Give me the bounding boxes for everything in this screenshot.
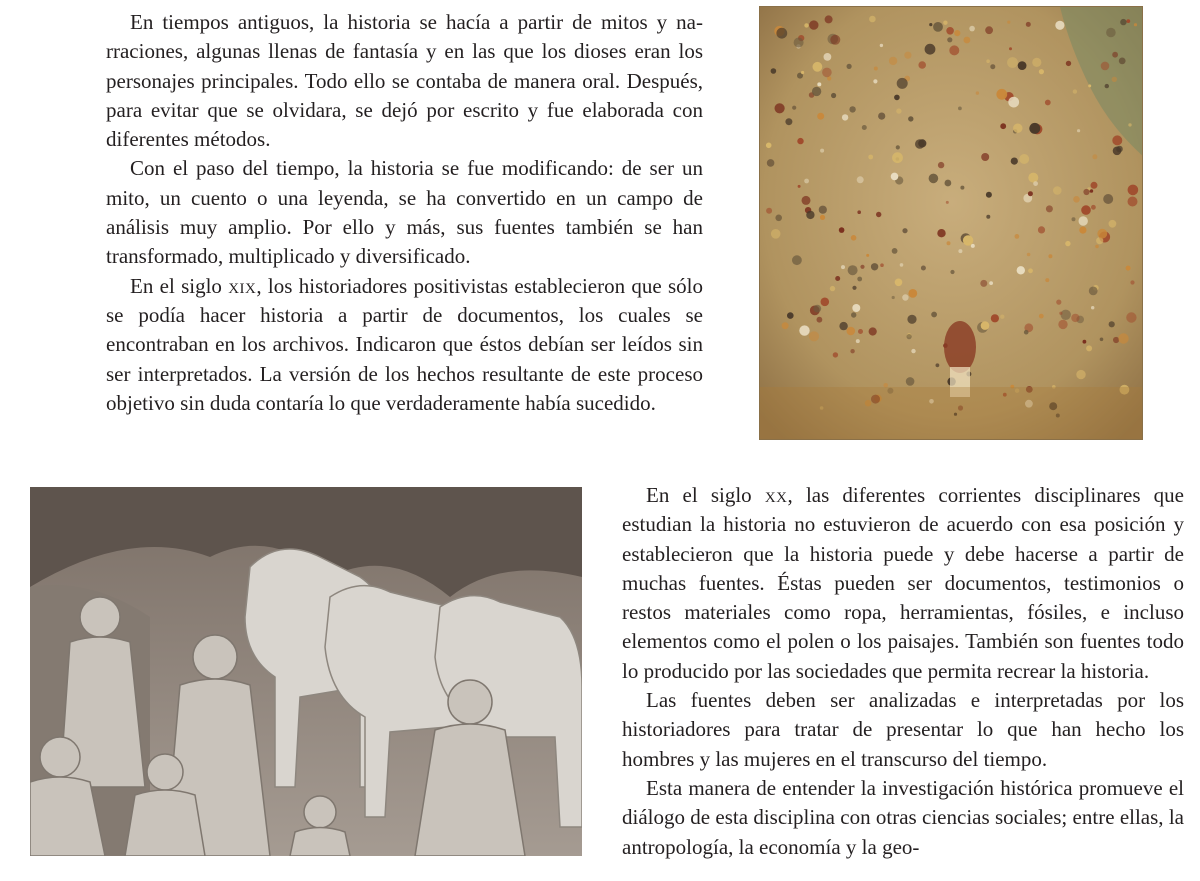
painted-figure-mark <box>1065 241 1070 246</box>
painted-figure-mark <box>804 23 808 27</box>
painted-figure-mark <box>766 143 772 149</box>
painted-figure-mark <box>902 228 907 233</box>
painted-figure-mark <box>857 210 861 214</box>
painted-figure-mark <box>801 71 804 74</box>
painted-figure-mark <box>883 383 888 388</box>
p1-rest: , las diferentes corrientes disciplinares que estudian la historia no estuvieron de acuerdo con esa posición y establecieron que la historia puede y debe hacerse a partir de muchas fuentes. Éstas pueden ser documentos, testimonios o restos materiales como ropa, herramientas, fósiles, e incluso elementos como el polen o los paisajes. También son fuentes todo lo producido por las sociedades que permita recrear la historia. <box>622 483 1184 683</box>
painted-figure-mark <box>895 279 903 287</box>
painted-figure-mark <box>835 276 840 281</box>
century-numeral-xx: xx <box>764 483 788 507</box>
painted-figure-mark <box>1027 253 1031 257</box>
painted-figure-mark <box>1039 69 1044 74</box>
painted-figure-mark <box>936 363 940 367</box>
painted-figure-mark <box>908 116 913 121</box>
painted-figure-mark <box>1039 314 1044 319</box>
painted-figure-mark <box>946 27 954 35</box>
painted-figure-mark <box>857 277 862 282</box>
paragraph-social-sciences: Esta manera de entender la investigación histórica promueve el diálogo de esta disciplina con otras ciencias sociales; entre ellas, la antropología, la economía y la geo- <box>622 775 1184 859</box>
painted-figure-mark <box>1118 333 1128 343</box>
painted-figure-mark <box>1081 205 1091 215</box>
painted-figure-mark <box>1066 61 1071 66</box>
p3-lead: En el siglo <box>130 273 229 298</box>
painted-figure-mark <box>1120 19 1126 25</box>
ancient-painting-image <box>759 6 1143 440</box>
paragraph-sources-analysis: Las fuentes deben ser analizadas e interpretadas por los historiadores para tratar de presentar lo que han hecho los hombres y las mujeres en el transcurso del tiempo. <box>622 688 1184 771</box>
painted-figure-mark <box>981 321 990 330</box>
terracotta-warriors-photo <box>30 487 582 856</box>
painted-figure-mark <box>945 180 952 187</box>
painted-figure-mark <box>1091 306 1094 309</box>
painted-figure-mark <box>1091 182 1098 189</box>
painted-figure-mark <box>1045 100 1051 106</box>
painted-figure-mark <box>792 106 796 110</box>
painted-figure-mark <box>981 153 989 161</box>
painted-figure-mark <box>820 149 824 153</box>
painted-figure-mark <box>902 294 908 300</box>
painted-figure-mark <box>996 89 1007 100</box>
painted-figure-mark <box>1112 52 1118 58</box>
painted-figure-mark <box>889 57 897 65</box>
painted-figure-mark <box>971 244 975 248</box>
painted-figure-mark <box>817 317 823 323</box>
painted-figure-mark <box>1038 226 1045 233</box>
painted-figure-mark <box>817 82 821 86</box>
painted-figure-mark <box>892 152 903 163</box>
painted-figure-mark <box>1130 280 1134 284</box>
painted-figure-mark <box>1113 337 1119 343</box>
painted-figure-mark <box>1109 321 1115 327</box>
painted-figure-mark <box>797 138 803 144</box>
painted-figure-mark <box>900 263 904 267</box>
painted-figure-mark <box>1061 310 1071 320</box>
painted-figure-mark <box>989 281 993 285</box>
painted-figure-mark <box>813 305 821 313</box>
painted-figure-mark <box>1055 21 1064 30</box>
century-numeral-xix: xix <box>228 273 257 298</box>
painted-figure-mark <box>856 339 860 343</box>
painted-figure-mark <box>1112 77 1117 82</box>
painted-figure-mark <box>1077 129 1080 132</box>
painted-figure-mark <box>986 59 990 63</box>
painted-figure-mark <box>869 16 876 23</box>
painted-figure-mark <box>986 215 990 219</box>
painted-figure-mark <box>839 322 847 330</box>
painted-figure-mark <box>990 64 995 69</box>
painted-figure-mark <box>894 95 900 101</box>
painted-figure-mark <box>954 30 960 36</box>
painted-figure-mark <box>1109 220 1117 228</box>
painted-figure-mark <box>822 68 832 78</box>
painted-figure-mark <box>963 235 973 245</box>
painted-figure-mark <box>1007 57 1018 68</box>
painted-figure-mark <box>830 286 835 291</box>
painted-figure-mark <box>804 179 809 184</box>
painting-illustration <box>760 7 1143 440</box>
painted-figure-mark <box>880 44 883 47</box>
painted-figure-mark <box>876 212 881 217</box>
p3-rest: , los historiadores positivistas establecieron que sólo se podía hacer historia a partir de documentos, los cuales se encontraban en los archivos. Indicaron que éstos debían ser leídos sin ser interpretados. La versión de los hechos resultante de este proceso objetivo sin duda contaría lo que verdaderamente había sucedido. <box>106 273 704 415</box>
painted-figure-mark <box>1059 312 1062 315</box>
painted-figure-mark <box>985 26 993 34</box>
painted-figure-mark <box>906 377 915 386</box>
painted-figure-mark <box>1000 315 1004 319</box>
painted-figure-mark <box>892 296 895 299</box>
painted-figure-mark <box>921 266 926 271</box>
painted-figure-mark <box>937 229 945 237</box>
terracotta-illustration <box>30 487 582 856</box>
painted-figure-mark <box>1033 181 1038 186</box>
painted-figure-mark <box>929 174 939 184</box>
painted-figure-mark <box>958 107 962 111</box>
painted-figure-mark <box>938 162 944 168</box>
painted-figure-mark <box>960 186 964 190</box>
painted-figure-mark <box>980 280 987 287</box>
painted-figure-mark <box>821 298 830 307</box>
painted-figure-mark <box>1073 196 1080 203</box>
painted-figure-mark <box>802 196 811 205</box>
painted-figure-mark <box>1076 370 1085 379</box>
painted-figure-mark <box>947 37 952 42</box>
painted-figure-mark <box>819 206 827 214</box>
painted-figure-mark <box>860 265 864 269</box>
painted-figure-mark <box>1126 19 1130 23</box>
painted-figure-mark <box>1017 266 1025 274</box>
painted-figure-mark <box>787 312 794 319</box>
painted-figure-mark <box>896 108 901 113</box>
painted-figure-mark <box>1053 186 1062 195</box>
painted-figure-mark <box>1086 345 1092 351</box>
painted-figure-mark <box>862 125 867 130</box>
painted-figure-mark <box>1101 62 1110 71</box>
painted-figure-mark <box>775 215 782 222</box>
painted-figure-mark <box>958 249 962 253</box>
painted-figure-mark <box>782 322 789 329</box>
painted-figure-mark <box>857 176 864 183</box>
painted-figure-mark <box>1126 312 1136 322</box>
painted-figure-mark <box>964 37 971 44</box>
painted-figure-mark <box>1073 89 1077 93</box>
painted-figure-mark <box>873 79 877 83</box>
painted-figure-mark <box>771 68 777 74</box>
painted-figure-mark <box>1103 194 1113 204</box>
painted-figure-mark <box>1079 216 1088 225</box>
painted-figure-mark <box>1126 266 1131 271</box>
painted-figure-mark <box>813 62 823 72</box>
painted-figure-mark <box>830 35 840 45</box>
painted-figure-mark <box>852 286 856 290</box>
painted-figure-mark <box>1095 245 1099 249</box>
painted-figure-mark <box>776 28 787 39</box>
painted-figure-mark <box>907 334 912 339</box>
painted-figure-mark <box>824 53 832 61</box>
painted-figure-mark <box>1028 173 1038 183</box>
painted-figure-mark <box>1083 189 1089 195</box>
painted-figure-mark <box>847 327 856 336</box>
painted-figure-mark <box>1008 97 1019 108</box>
painted-figure-mark <box>1106 28 1116 38</box>
painted-figure-mark <box>825 15 833 23</box>
painted-figure-mark <box>847 64 852 69</box>
p1-lead: En el siglo <box>646 483 765 507</box>
painted-figure-mark <box>1071 314 1079 322</box>
painted-figure-mark <box>931 312 937 318</box>
painted-figure-mark <box>1024 330 1029 335</box>
bottom-text-column <box>622 481 1184 862</box>
painted-figure-mark <box>1058 320 1067 329</box>
painted-figure-mark <box>1112 135 1122 145</box>
painted-figure-mark <box>1026 22 1031 27</box>
painted-figure-mark <box>1048 254 1052 258</box>
painted-figure-mark <box>949 45 959 55</box>
painted-figure-mark <box>946 201 949 204</box>
painted-figure-mark <box>812 87 821 96</box>
top-text-column <box>106 8 703 418</box>
painted-figure-mark <box>1072 217 1076 221</box>
painted-figure-mark <box>771 229 781 239</box>
painted-figure-mark <box>1088 84 1091 87</box>
painted-figure-mark <box>817 113 824 120</box>
painted-figure-mark <box>841 265 845 269</box>
painted-figure-mark <box>918 61 926 69</box>
painted-figure-mark <box>1134 23 1137 26</box>
paragraph-20th-century <box>622 481 1184 686</box>
painted-figure-mark <box>851 312 856 317</box>
painted-figure-mark <box>792 255 802 265</box>
painted-figure-mark <box>1092 154 1097 159</box>
painted-figure-mark <box>820 215 825 220</box>
painted-figure-mark <box>1097 229 1107 239</box>
painted-figure-mark <box>1032 58 1041 67</box>
painted-figure-mark <box>1000 123 1006 129</box>
painted-figure-mark <box>904 52 911 59</box>
painted-figure-mark <box>947 241 951 245</box>
painted-figure-mark <box>1089 287 1098 296</box>
painted-figure-mark <box>1091 205 1096 210</box>
painted-figure-mark <box>1128 123 1131 126</box>
painted-figure-mark <box>831 93 836 98</box>
painted-figure-mark <box>874 67 878 71</box>
painted-figure-mark <box>1018 61 1027 70</box>
painted-figure-mark <box>1007 21 1010 24</box>
painted-figure-mark <box>1083 340 1087 344</box>
painted-figure-mark <box>1113 147 1122 156</box>
painted-figure-mark <box>851 235 857 241</box>
painted-figure-mark <box>892 248 898 254</box>
painted-figure-mark <box>1028 191 1033 196</box>
painted-figure-mark <box>839 227 845 233</box>
painted-figure-mark <box>842 114 848 120</box>
painted-figure-mark <box>880 263 884 267</box>
painted-figure-mark <box>871 263 878 270</box>
painted-figure-mark <box>969 26 975 32</box>
painted-figure-mark <box>911 349 915 353</box>
painted-figure-mark <box>1128 197 1138 207</box>
painted-figure-mark <box>1056 300 1061 305</box>
painted-figure-mark <box>896 145 900 149</box>
painted-figure-mark <box>799 325 809 335</box>
painted-figure-mark <box>908 289 917 298</box>
painted-figure-mark <box>986 192 992 198</box>
painted-figure-mark <box>925 44 936 55</box>
painted-figure-mark <box>907 315 916 324</box>
painted-figure-mark <box>1046 205 1053 212</box>
painted-figure-mark <box>1011 158 1018 165</box>
painted-figure-mark <box>775 103 785 113</box>
painted-figure-mark <box>848 265 858 275</box>
painted-figure-mark <box>897 78 908 89</box>
painted-figure-mark <box>833 352 838 357</box>
painted-figure-mark <box>1105 84 1109 88</box>
painted-figure-mark <box>891 173 899 181</box>
painted-figure-mark <box>878 113 885 120</box>
painted-figure-mark <box>1128 185 1139 196</box>
painted-figure-mark <box>767 159 775 167</box>
painted-figure-mark <box>809 20 818 29</box>
painted-figure-mark <box>929 23 932 26</box>
painted-figure-mark <box>1009 47 1012 50</box>
painted-figure-mark <box>976 91 979 94</box>
painted-figure-mark <box>858 329 863 334</box>
painted-figure-mark <box>809 331 819 341</box>
painted-figure-mark <box>1079 227 1086 234</box>
paragraph-19th-century <box>106 272 703 418</box>
painted-figure-mark <box>798 185 801 188</box>
painted-figure-mark <box>852 304 860 312</box>
painted-figure-mark <box>918 139 926 147</box>
painted-figure-mark <box>950 270 954 274</box>
painted-figure-mark <box>1029 123 1040 134</box>
painted-figure-mark <box>1028 268 1033 273</box>
painted-figure-mark <box>766 208 772 214</box>
paragraph-ancient-times: En tiempos antiguos, la historia se hacía a partir de mitos y narraciones, algunas llenas de fantasía y en las que los dioses eran los personajes principales. Todo ello se contaba de manera oral. Después, para evitar que se olvidara, se dejó por escrito y fue elaborada con diferentes métodos. <box>106 10 703 152</box>
painted-figure-mark <box>1045 278 1049 282</box>
painted-figure-mark <box>991 314 999 322</box>
painted-figure-mark <box>1019 154 1029 164</box>
painted-figure-mark <box>1013 124 1022 133</box>
painted-figure-mark <box>869 327 877 335</box>
painted-figure-mark <box>866 254 869 257</box>
painted-figure-mark <box>785 118 792 125</box>
painted-figure-mark <box>806 211 814 219</box>
painted-figure-mark <box>794 38 804 48</box>
paragraph-history-changes: Con el paso del tiempo, la historia se fue modificando: de ser un mito, un cuento o una leyenda, se ha convertido en un campo de análisis muy amplio. Por ello y más, sus fuentes también se han transformado, multiplicado y diversificado. <box>106 156 703 269</box>
painted-figure-mark <box>943 21 947 25</box>
painted-figure-mark <box>933 22 943 32</box>
painted-figure-mark <box>1015 234 1020 239</box>
painted-figure-mark <box>868 155 873 160</box>
painted-figure-mark <box>850 349 854 353</box>
painted-figure-mark <box>1100 338 1104 342</box>
painted-figure-mark <box>1119 58 1126 65</box>
painted-figure-mark <box>849 106 855 112</box>
